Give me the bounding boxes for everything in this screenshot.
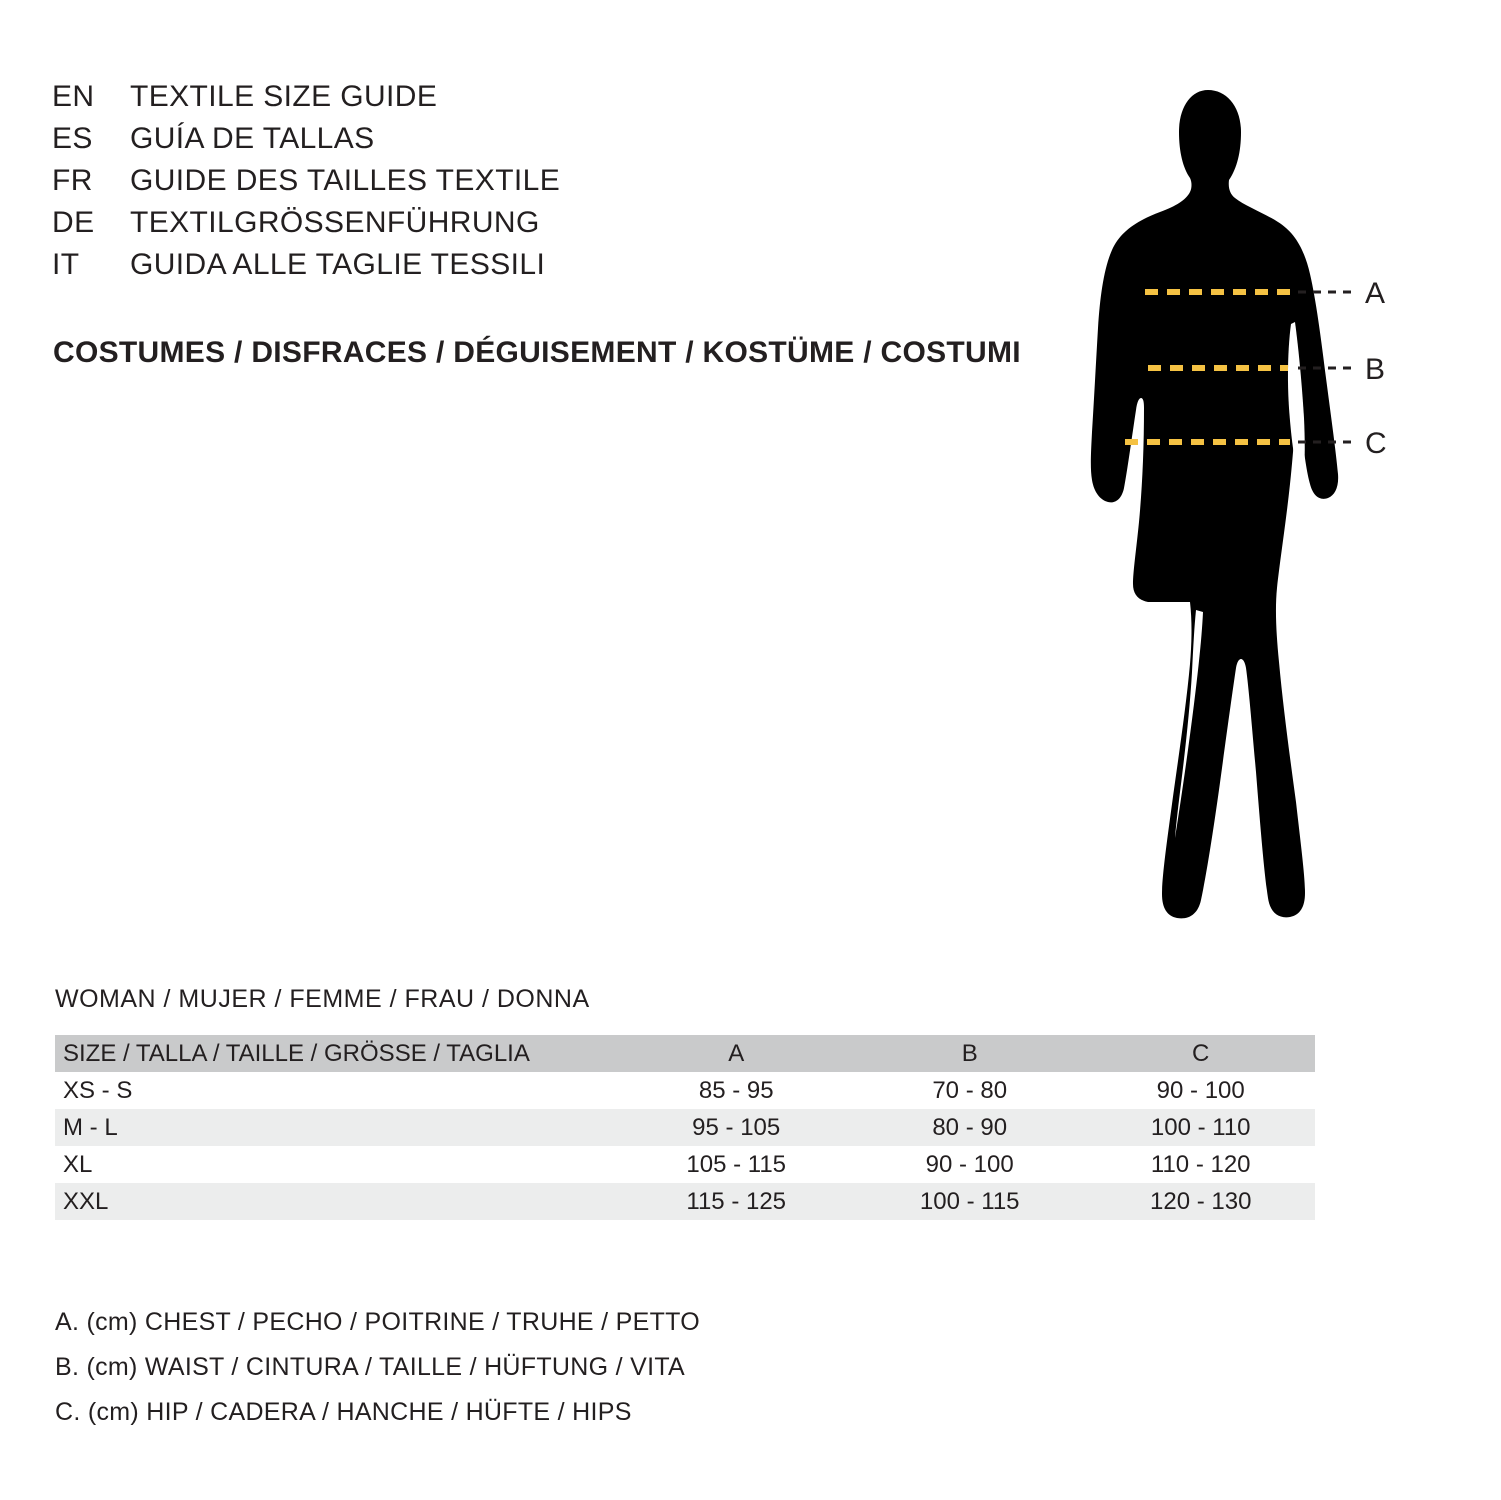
measurement-legend [55,1300,700,1435]
cell-a: 115 - 125 [619,1183,852,1220]
cell-size: M - L [55,1109,619,1146]
table-title: WOMAN / MUJER / FEMME / FRAU / DONNA [55,985,590,1013]
marker-label-c: C [1365,427,1387,460]
language-text-fr: GUIDE DES TAILLES TEXTILE [130,164,561,197]
language-text-en: TEXTILE SIZE GUIDE [130,80,438,113]
language-code-en: EN [52,80,95,113]
marker-label-b: B [1365,353,1386,386]
female-figure-diagram [1040,60,1460,940]
language-code-fr: FR [52,164,93,197]
language-text-it: GUIDA ALLE TAGLIE TESSILI [130,248,546,281]
table-row [55,1109,1315,1146]
cell-size: XXL [55,1183,619,1220]
cell-size: XS - S [55,1072,619,1109]
cell-b: 80 - 90 [853,1109,1086,1146]
language-code-de: DE [52,206,95,239]
table-header-row [55,1035,1315,1072]
table-header-size: SIZE / TALLA / TAILLE / GRÖSSE / TAGLIA [55,1035,619,1072]
legend-item-c: C. (cm) HIP / CADERA / HANCHE / HÜFTE / HIPS [55,1398,632,1426]
table-header-c: C [1086,1035,1315,1072]
cell-size: XL [55,1146,619,1183]
language-row-fr [52,160,672,202]
table-row [55,1072,1315,1109]
language-row-es [52,118,672,160]
language-row-de [52,202,672,244]
cell-a: 95 - 105 [619,1109,852,1146]
language-list [52,76,672,286]
size-table [55,1035,1315,1220]
costumes-heading: COSTUMES / DISFRACES / DÉGUISEMENT / KOSTÜME / COSTUMI [53,336,1021,369]
cell-c: 100 - 110 [1086,1109,1315,1146]
female-body-silhouette [1091,90,1338,918]
language-code-it: IT [52,248,80,281]
cell-b: 90 - 100 [853,1146,1086,1183]
cell-c: 90 - 100 [1086,1072,1315,1109]
language-row-en [52,76,672,118]
table-header-b: B [853,1035,1086,1072]
cell-b: 70 - 80 [853,1072,1086,1109]
cell-c: 110 - 120 [1086,1146,1315,1183]
language-row-it [52,244,672,286]
table-header-a: A [619,1035,852,1072]
cell-a: 105 - 115 [619,1146,852,1183]
cell-a: 85 - 95 [619,1072,852,1109]
table-row [55,1146,1315,1183]
cell-b: 100 - 115 [853,1183,1086,1220]
table-row [55,1183,1315,1220]
language-text-es: GUÍA DE TALLAS [130,122,375,155]
language-code-es: ES [52,122,93,155]
legend-item-b: B. (cm) WAIST / CINTURA / TAILLE / HÜFTUNG / VITA [55,1353,686,1381]
marker-label-a: A [1365,277,1386,310]
cell-c: 120 - 130 [1086,1183,1315,1220]
language-text-de: TEXTILGRÖSSENFÜHRUNG [130,206,540,239]
legend-item-a: A. (cm) CHEST / PECHO / POITRINE / TRUHE / PETTO [55,1308,701,1336]
